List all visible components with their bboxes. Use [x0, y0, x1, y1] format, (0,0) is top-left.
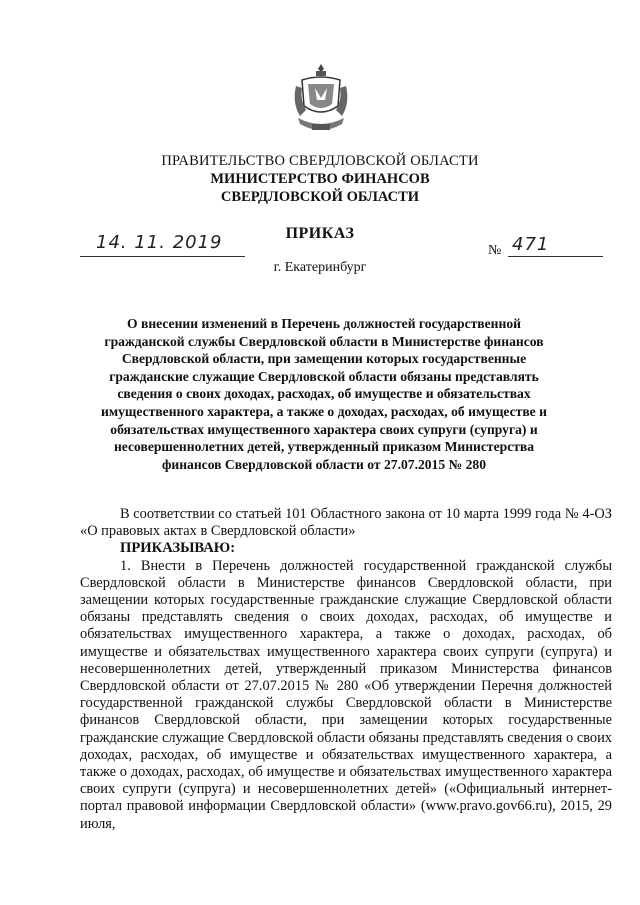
order-subject: О внесении изменений в Перечень должностей государственной гражданской службы Свердловской области в Министерстве финансов Свердловской области, при замещении которых государственные гражданские служащие Свердловской области обязаны представлять сведения о своих доходах, расходах, об имуществе и обязательствах имущественного характера, а также о доходах, расходах, об имуществе и обязательствах имущественного характера своих супруги (супруга) и несовершеннолетних детей, утвержденный приказом Министерства финансов Свердловской области от 27.07.2015 № 280 — [101, 316, 547, 472]
government-name: ПРАВИТЕЛЬСТВО СВЕРДЛОВСКОЙ ОБЛАСТИ — [161, 153, 479, 169]
coat-of-arms-emblem — [290, 58, 352, 138]
number-sign: № — [488, 243, 502, 258]
ministry-name-line1: МИНИСТЕРСТВО ФИНАНСОВ — [210, 171, 430, 187]
number-underline — [508, 256, 603, 257]
order-body — [80, 506, 612, 833]
order-directive: ПРИКАЗЫВАЮ: — [120, 540, 236, 557]
ministry-name-line2: СВЕРДЛОВСКОЙ ОБЛАСТИ — [220, 189, 420, 205]
date-underline — [80, 256, 245, 257]
preamble-paragraph: В соответствии со статьей 101 Областного закона от 10 марта 1999 года № 4-ОЗ «О правовых актах в Свердловской области» — [80, 506, 612, 540]
item-1-paragraph: 1. Внести в Перечень должностей государственной гражданской службы Свердловской области в Министерстве финансов Свердловской области, при замещении которых государственные гражданские служащие Свердловской области обязаны представлять сведения о своих доходах, расходах, об имуществе и обязательствах имущественного характера, а также о доходах, расходах, об имуществе и обязательствах имущественного характера своих супруги (супруга) и несовершеннолетних детей, утвержденный приказом Министерства финансов Свердловской области от 27.07.2015 № 280 «Об утверждении Перечня должностей государственной гражданской службы Свердловской области в Министерстве финансов Свердловской области, при замещении которых государственные гражданские служащие Свердловской области обязаны представлять сведения о своих доходах, расходах, об имуществе и обязательствах имущественного характера, а также о доходах, расходах, об имуществе и обязательствах имущественного характера своих супруги (супруга) и несовершеннолетних детей» («Официальный интернет-портал правовой информации Свердловской области» (www.pravo.gov66.ru), 2015, 29 июля, — [80, 557, 612, 832]
order-date: 14. 11. 2019 — [96, 232, 223, 253]
city-name: г. Екатеринбург — [273, 260, 367, 275]
order-title: ПРИКАЗ — [285, 225, 355, 242]
order-number: 471 — [512, 234, 550, 255]
